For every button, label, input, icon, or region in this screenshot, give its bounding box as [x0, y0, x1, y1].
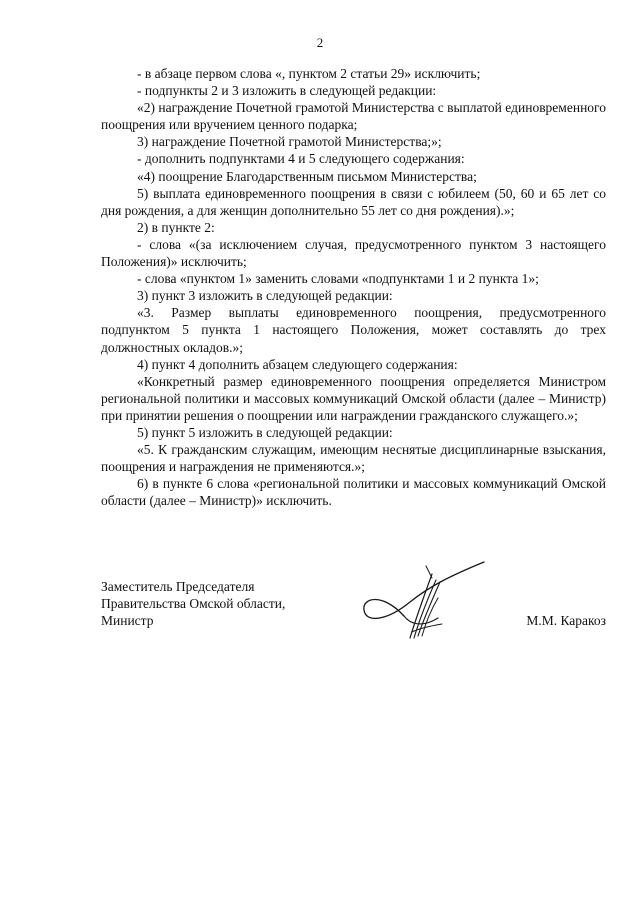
paragraph-11: 3) пункт 3 изложить в следующей редакции: — [137, 288, 393, 304]
paragraph-17: 6) в пункте 6 слова «региональной политики и массовых коммуникаций Омской области (далее – Министр)» исключить. — [101, 476, 606, 509]
paragraph-3: «2) награждение Почетной грамотой Министерства с выплатой единовременного поощрения или вручением ценного подарка; — [101, 100, 606, 133]
paragraph-4: 3) награждение Почетной грамотой Министерства;»; — [137, 134, 442, 150]
paragraph-9: - слова «(за исключением случая, предусмотренного пунктом 3 настоящего Положения)» исключить; — [101, 236, 606, 270]
paragraph-15: 5) пункт 5 изложить в следующей редакции: — [137, 424, 393, 440]
document-body — [101, 65, 606, 509]
signatory-title-line-2: Правительства Омской области, — [101, 596, 286, 612]
paragraph-14: «Конкретный размер единовременного поощрения определяется Министром региональной политики и массовых коммуникаций Омской области (далее – Министр) при принятии решения о поощрении или награждении гражданского служащего.»; — [101, 373, 606, 423]
signatory-name: М.М. Каракоз — [526, 613, 606, 628]
paragraph-2: - подпункты 2 и 3 изложить в следующей редакции: — [137, 83, 437, 99]
paragraph-1: - в абзаце первом слова «, пунктом 2 статьи 29» исключить; — [137, 66, 481, 81]
signature-block — [101, 578, 606, 629]
page-number: 2 — [316, 35, 324, 50]
signatory-title-line-3: Министр — [101, 613, 154, 629]
paragraph-12: «3. Размер выплаты единовременного поощрения, предусмотренного подпунктом 5 пункта 1 настоящего Положения, может составлять до трех должностных окладов.»; — [101, 305, 606, 355]
paragraph-13: 4) пункт 4 дополнить абзацем следующего содержания: — [137, 356, 458, 372]
paragraph-6: «4) поощрение Благодарственным письмом Министерства; — [137, 168, 477, 184]
signatory-title-line-1: Заместитель Председателя — [101, 579, 255, 594]
paragraph-7: 5) выплата единовременного поощрения в связи с юбилеем (50, 60 и 65 лет со дня рождения, а для женщин дополнительно 55 лет со дня рождения).»; — [101, 185, 606, 218]
paragraph-5: - дополнить подпунктами 4 и 5 следующего содержания: — [137, 151, 465, 167]
paragraph-10: - слова «пунктом 1» заменить словами «подпунктами 1 и 2 пункта 1»; — [137, 271, 539, 287]
paragraph-16: «5. К гражданским служащим, имеющим неснятые дисциплинарные взыскания, поощрения и награждения не применяются.»; — [101, 442, 606, 475]
paragraph-8: 2) в пункте 2: — [137, 219, 215, 235]
